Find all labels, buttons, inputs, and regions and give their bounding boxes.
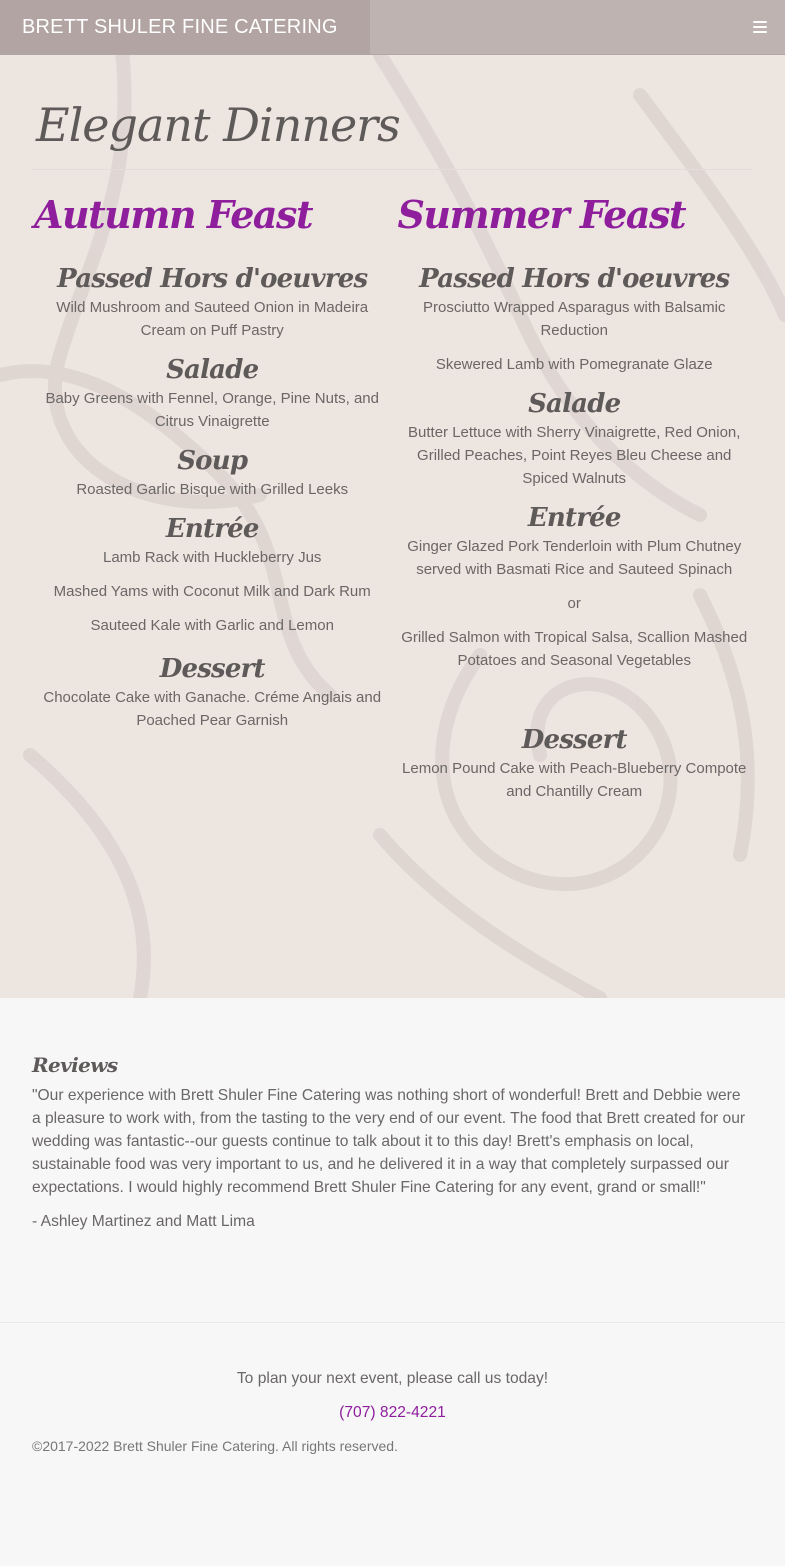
phone-link[interactable]: (707) 822-4221 (339, 1404, 446, 1421)
footer (0, 1323, 785, 1565)
menu-item: Sauteed Kale with Garlic and Lemon (90, 617, 334, 634)
menu-item: Wild Mushroom and Sauteed Onion in Madeira Cream on Puff Pastry (56, 299, 369, 339)
menu-item-or: or (567, 595, 581, 612)
summer-feast-menu (392, 190, 753, 814)
section-title: Passed Hors d'oeuvres (419, 264, 730, 294)
section-title: Salade (528, 389, 621, 419)
menu-section-salade (395, 387, 753, 490)
section-title: Soup (177, 446, 248, 476)
reviews-section (0, 998, 785, 1323)
section-title: Passed Hors d'oeuvres (57, 264, 368, 294)
copyright: ©2017-2022 Brett Shuler Fine Catering. All rights reserved. (32, 1438, 398, 1454)
menu-item: Chocolate Cake with Ganache. Créme Anglais and Poached Pear Garnish (43, 689, 382, 729)
menu-item: Skewered Lamb with Pomegranate Glaze (435, 356, 713, 373)
menu-section-dessert (395, 723, 753, 803)
hamburger-menu-icon[interactable] (753, 18, 767, 36)
review-quote: "Our experience with Brett Shuler Fine Catering was nothing short of wonderful! Brett and Debbie were a pleasure to work with, from the tasting to the very end of our event. The food that Brett created for our wedding was fantastic--our guests continue to talk about it to this day! Brett's emphasis on local, sustainable food was very important to us, and he delivered it in a way that completely surpassed our expectations. I would highly recommend Brett Shuler Fine Catering for any event, grand or small!" (32, 1087, 746, 1196)
page-title: Elegant Dinners (36, 98, 400, 152)
menu-title: Autumn Feast (34, 192, 313, 237)
menu-hero-section (0, 55, 785, 998)
brand-logo-link[interactable]: BRETT SHULER FINE CATERING (0, 0, 370, 54)
section-title: Entrée (527, 503, 621, 533)
menu-item: Roasted Garlic Bisque with Grilled Leeks (76, 481, 349, 498)
menu-section-hors-doeuvres (32, 262, 392, 342)
menu-section-entree (395, 501, 753, 672)
menu-item: Baby Greens with Fennel, Orange, Pine Nuts, and Citrus Vinaigrette (45, 390, 379, 430)
menu-section-hors-doeuvres (395, 262, 753, 376)
menu-item: Butter Lettuce with Sherry Vinaigrette, Red Onion, Grilled Peaches, Point Reyes Bleu Cheese and Spiced Walnuts (408, 424, 741, 487)
menu-item: Mashed Yams with Coconut Milk and Dark Rum (53, 583, 371, 600)
menu-item: Lemon Pound Cake with Peach-Blueberry Compote and Chantilly Cream (402, 760, 747, 800)
reviews-title: Reviews (32, 1053, 118, 1077)
menu-section-entree (32, 512, 392, 637)
footer-cta: To plan your next event, please call us today! (236, 1370, 549, 1387)
menu-columns (32, 190, 753, 814)
menu-item: Grilled Salmon with Tropical Salsa, Scallion Mashed Potatoes and Seasonal Vegetables (401, 629, 748, 669)
title-divider (32, 169, 753, 170)
section-title: Entrée (165, 514, 259, 544)
menu-title: Summer Feast (397, 192, 685, 237)
menu-item: Lamb Rack with Huckleberry Jus (103, 549, 322, 566)
menu-section-soup (32, 444, 392, 501)
section-title: Dessert (521, 725, 627, 755)
navbar (0, 0, 785, 55)
review-author: - Ashley Martinez and Matt Lima (32, 1213, 255, 1230)
section-title: Dessert (159, 654, 265, 684)
menu-item: Ginger Glazed Pork Tenderloin with Plum Chutney served with Basmati Rice and Sauteed Spinach (407, 538, 742, 578)
autumn-feast-menu (32, 190, 392, 814)
menu-section-dessert (32, 652, 392, 732)
menu-section-salade (32, 353, 392, 433)
menu-item: Prosciutto Wrapped Asparagus with Balsamic Reduction (423, 299, 726, 339)
section-title: Salade (166, 355, 259, 385)
